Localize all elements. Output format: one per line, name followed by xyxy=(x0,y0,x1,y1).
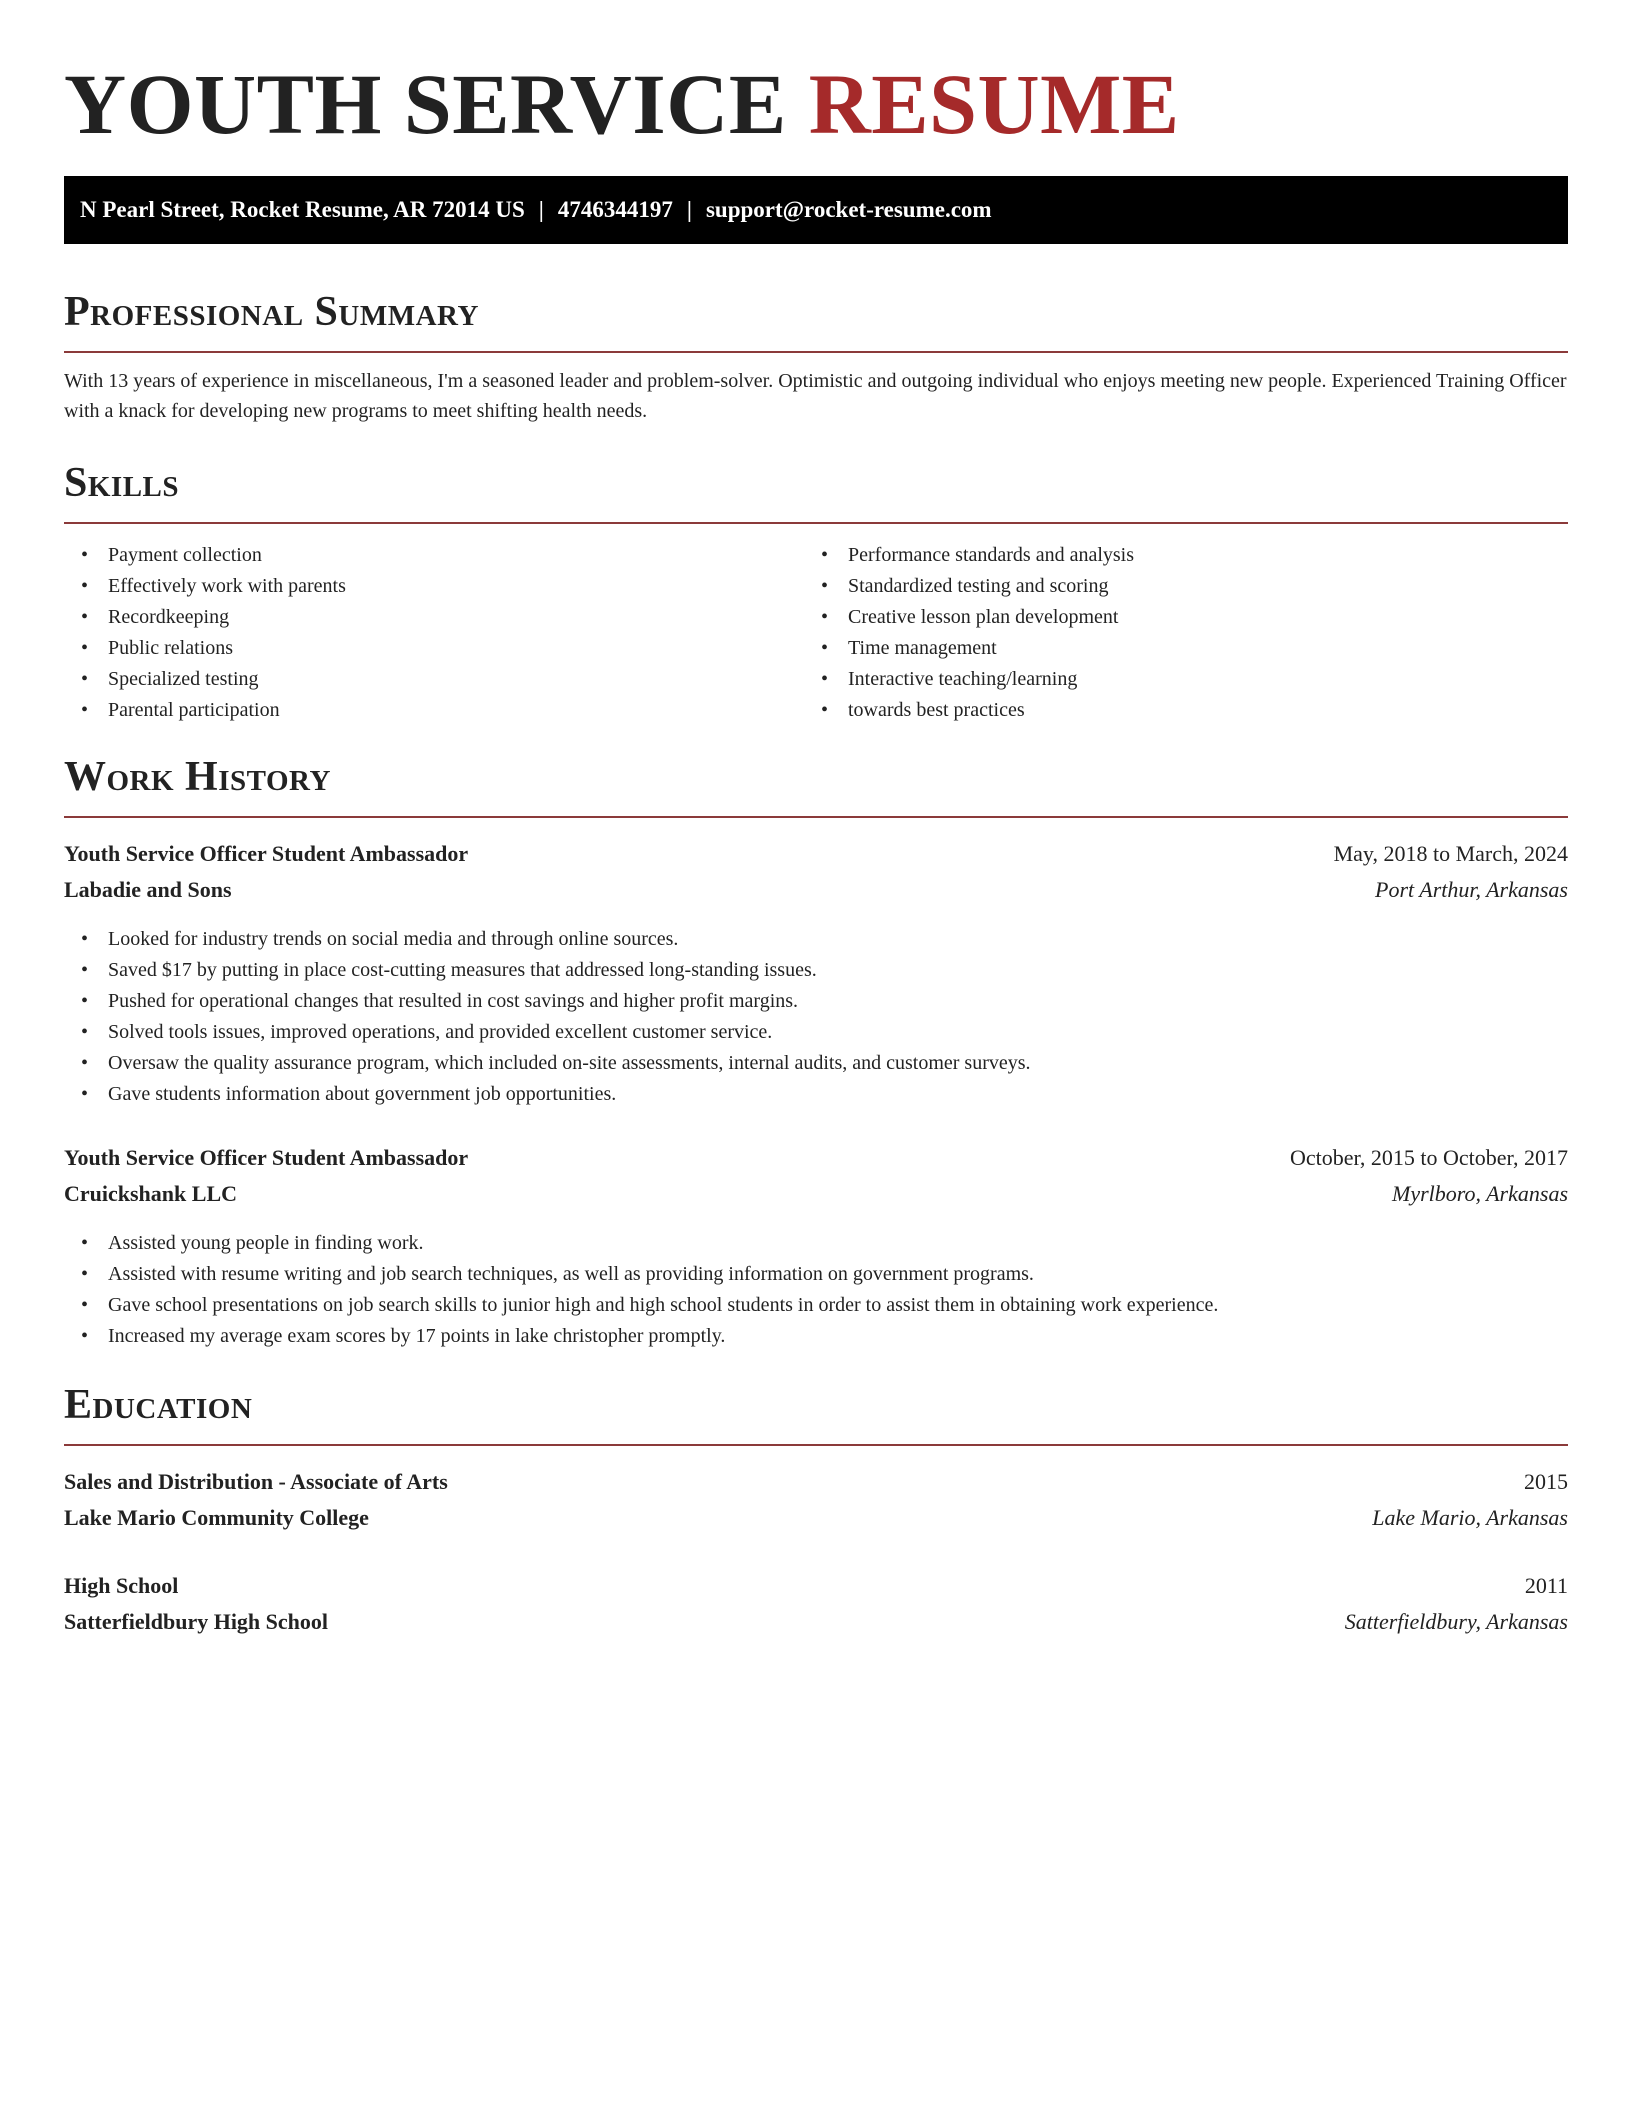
job-dates: October, 2015 to October, 2017 xyxy=(1289,1145,1568,1170)
skill-item: • Specialized testing xyxy=(64,664,804,695)
job-duty-item: • Saved $17 by putting in place cost-cutting measures that addressed long-standing issues. xyxy=(64,955,1568,986)
summary-text: With 13 years of experience in miscellaneous, I'm a seasoned leader and problem-solver. Optimistic and outgoing individual who enjoys meeting new people. Experienced Training Officer with a knack for developing new programs to meet shifting health needs. xyxy=(64,370,1567,422)
job-duties xyxy=(64,924,1568,1110)
education-school: Lake Mario Community College xyxy=(64,1505,369,1530)
title-accent: RESUME xyxy=(808,56,1180,152)
job-company: Labadie and Sons xyxy=(64,877,232,902)
education-location: Satterfieldbury, Arkansas xyxy=(1344,1609,1568,1634)
education-location: Lake Mario, Arkansas xyxy=(1372,1505,1568,1530)
job-company: Cruickshank LLC xyxy=(64,1181,238,1206)
skill-item: • Parental participation xyxy=(64,695,804,726)
skill-item: • Standardized testing and scoring xyxy=(804,571,1544,602)
skill-item: • Interactive teaching/learning xyxy=(804,664,1544,695)
job-header-row xyxy=(64,836,1568,872)
job-title: Youth Service Officer Student Ambassador xyxy=(64,1145,469,1170)
job-duty-item: • Solved tools issues, improved operations, and provided excellent customer service. xyxy=(64,1017,1568,1048)
education-school-row xyxy=(64,1604,1568,1640)
education-year: 2011 xyxy=(1524,1573,1568,1598)
contact-phone: 4746344197 xyxy=(557,197,673,222)
education-degree: Sales and Distribution - Associate of Arts xyxy=(64,1469,448,1494)
education-degree: High School xyxy=(64,1573,179,1598)
job-title: Youth Service Officer Student Ambassador xyxy=(64,841,469,866)
education-heading: Education xyxy=(64,1380,1568,1446)
job-company-row xyxy=(64,872,1568,908)
job-dates: May, 2018 to March, 2024 xyxy=(1333,841,1568,866)
summary-heading: Professional Summary xyxy=(64,287,1568,353)
job-location: Port Arthur, Arkansas xyxy=(1375,877,1568,902)
skills-heading: Skills xyxy=(64,458,1568,524)
skill-item: • towards best practices xyxy=(804,695,1544,726)
skill-item: • Public relations xyxy=(64,633,804,664)
skills-left-column xyxy=(64,540,804,726)
contact-bar xyxy=(64,176,1568,244)
title-main: YOUTH SERVICE xyxy=(64,56,787,152)
contact-email: support@rocket-resume.com xyxy=(705,197,992,222)
skill-item: • Time management xyxy=(804,633,1544,664)
job-duty-item: • Pushed for operational changes that resulted in cost savings and higher profit margins. xyxy=(64,986,1568,1017)
contact-address: N Pearl Street, Rocket Resume, AR 72014 US xyxy=(80,197,525,222)
skill-item: • Creative lesson plan development xyxy=(804,602,1544,633)
skill-item: • Effectively work with parents xyxy=(64,571,804,602)
skill-item: • Payment collection xyxy=(64,540,804,571)
job-duty-item: • Oversaw the quality assurance program, which included on-site assessments, internal audits, and customer surveys. xyxy=(64,1048,1568,1079)
work-heading: Work History xyxy=(64,752,1568,818)
job-duty-item: • Gave students information about government job opportunities. xyxy=(64,1079,1568,1110)
job-header-row xyxy=(64,1140,1568,1176)
skills-list-left xyxy=(64,540,804,726)
job-duty-item: • Assisted young people in finding work. xyxy=(64,1228,1568,1259)
education-school-row xyxy=(64,1500,1568,1536)
contact-separator: | xyxy=(686,197,692,222)
education-year: 2015 xyxy=(1524,1469,1568,1494)
education-school: Satterfieldbury High School xyxy=(64,1609,329,1634)
education-degree-row xyxy=(64,1464,1568,1500)
job-duty-item: • Looked for industry trends on social media and through online sources. xyxy=(64,924,1568,955)
job-company-row xyxy=(64,1176,1568,1212)
contact-separator: | xyxy=(538,197,544,222)
job-duty-item: • Gave school presentations on job search skills to junior high and high school students in order to assist them in obtaining work experience. xyxy=(64,1290,1568,1321)
skills-list-right xyxy=(804,540,1544,726)
job-location: Myrlboro, Arkansas xyxy=(1392,1181,1568,1206)
job-duty-item: • Assisted with resume writing and job search techniques, as well as providing information on government programs. xyxy=(64,1259,1568,1290)
skills-right-column xyxy=(804,540,1544,726)
education-degree-row xyxy=(64,1568,1568,1604)
skill-item: • Recordkeeping xyxy=(64,602,804,633)
resume-title xyxy=(64,54,1180,154)
job-duties xyxy=(64,1228,1568,1352)
job-duty-item: • Increased my average exam scores by 17 points in lake christopher promptly. xyxy=(64,1321,1568,1352)
skill-item: • Performance standards and analysis xyxy=(804,540,1544,571)
